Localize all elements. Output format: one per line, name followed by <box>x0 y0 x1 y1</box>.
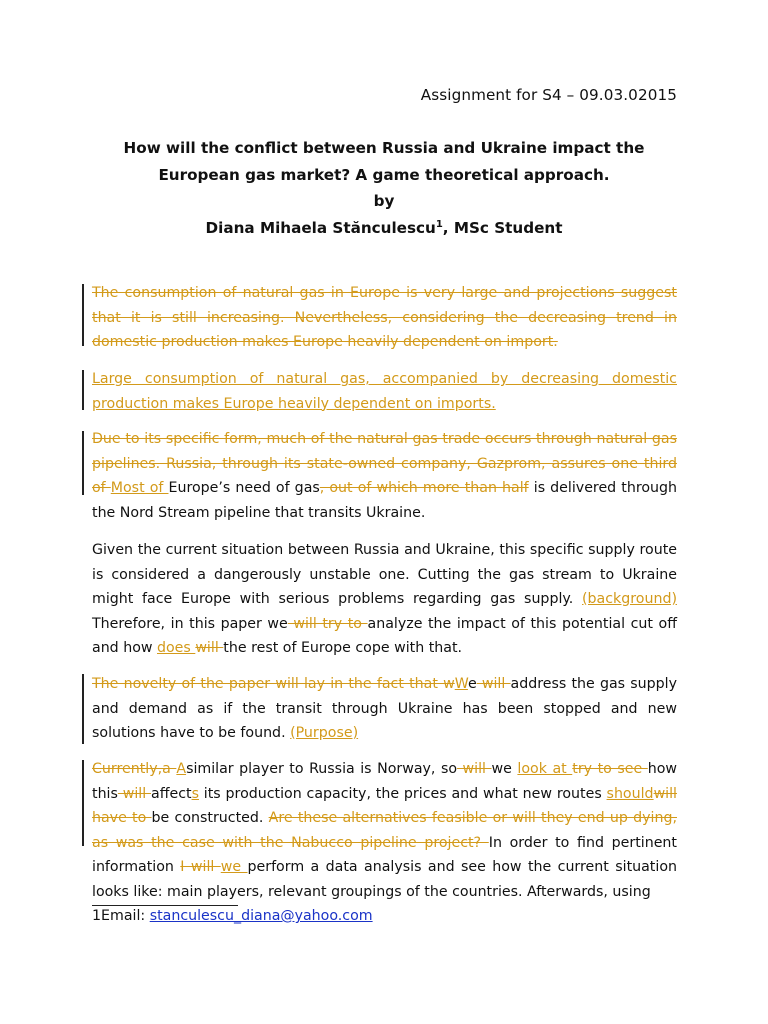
body-text: affect <box>151 785 192 802</box>
change-bar <box>82 370 84 410</box>
change-bar <box>82 431 84 495</box>
inserted-text: we <box>220 859 248 875</box>
deleted-text: Are these alternatives feasible or will they end up dying, as was the case with the Nabucco pipeline project? <box>92 810 677 851</box>
body-text: Europe’s need of gas <box>168 480 320 496</box>
inserted-text: look at <box>517 761 573 777</box>
inserted-text: does <box>157 640 196 656</box>
footnote <box>92 908 373 924</box>
inserted-text: W <box>454 676 468 692</box>
deleted-text: The novelty of the paper will lay in the fact that w <box>92 676 455 692</box>
inserted-text: Most of <box>110 480 169 496</box>
body-text: e <box>467 676 477 692</box>
assignment-header: Assignment for S4 – 09.03.02015 <box>420 86 677 104</box>
body-text: how this <box>92 761 678 802</box>
body-text: its production capacity, the prices and what new routes <box>198 785 607 802</box>
deleted-text: Due to its specific form, much of the natural gas trade occurs through natural gas pipelines. Russia, through its state-owned company, Gazprom, assures one third of <box>92 431 677 496</box>
deleted-text: will <box>457 761 492 777</box>
deleted-text: will <box>117 785 151 802</box>
body-text: analyze the impact of this potential cut off and how <box>92 615 677 656</box>
paragraph-3 <box>92 427 677 525</box>
author-role: , MSc Student <box>442 219 563 238</box>
body-text: In order to find pertinent information <box>92 834 677 875</box>
deleted-text: will <box>195 640 224 656</box>
paragraph-6 <box>92 757 677 904</box>
body-text: Therefore, in this paper we <box>92 615 288 632</box>
paper-title-line-1: How will the conflict between Russia and Ukraine impact the <box>123 139 645 157</box>
body-text: perform a data analysis and see how the current situation looks like: main players, relevant groupings of the countries. Afterwards, using <box>92 859 677 900</box>
body-text: address the gas supply and demand as if the transit through Ukraine has been stopped and new solutions have to be found. <box>92 676 677 741</box>
inserted-text: should <box>606 785 654 802</box>
deleted-text: will try to <box>287 615 368 632</box>
body-text: similar player to Russia is Norway, so <box>186 761 458 777</box>
paper-title-line-2: European gas market? A game theoretical approach. <box>158 166 610 184</box>
inserted-text: (background) <box>582 591 677 607</box>
footnote-number: 1 <box>92 908 102 924</box>
paper-by: by <box>373 192 395 210</box>
deleted-text: , out of which more than half <box>319 480 529 496</box>
deleted-text: will <box>476 676 511 692</box>
body-text: the rest of Europe cope with that. <box>223 640 463 656</box>
deleted-text: Currently,a <box>92 761 177 777</box>
email-link[interactable]: stanculescu_diana@yahoo.com <box>149 908 373 924</box>
inserted-text: A <box>176 761 187 777</box>
paragraph-5 <box>92 672 677 746</box>
deleted-text: will have to <box>92 785 677 826</box>
body-text: Given the current situation between Russia and Ukraine, this specific supply route is considered a dangerously unstable one. Cutting the gas stream to Ukraine might face Europe with serious problems regarding gas supply. <box>92 542 677 607</box>
footnote-label: Email: <box>101 908 150 924</box>
body-text: is delivered through the Nord Stream pipeline that transits Ukraine. <box>92 480 678 521</box>
change-bar <box>82 284 84 346</box>
deleted-text: The consumption of natural gas in Europe is very large and projections suggest that it is still increasing. Nevertheless, considering the decreasing trend in domestic production makes Europe heavily dependent on import. <box>92 285 677 350</box>
inserted-text: Large consumption of natural gas, accompanied by decreasing domestic production makes Europe heavily dependent on imports. <box>92 371 677 412</box>
body-text: be constructed. <box>151 810 269 826</box>
author-line <box>0 219 768 237</box>
body-text: we <box>491 761 518 777</box>
footnote-separator <box>92 905 238 906</box>
inserted-text: (Purpose) <box>290 725 359 741</box>
author-name: Diana Mihaela Stănculescu <box>205 219 436 238</box>
change-bar <box>82 674 84 744</box>
paragraph-2 <box>92 367 677 416</box>
inserted-text: s <box>191 785 199 802</box>
change-bar <box>82 760 84 846</box>
author-footnote-mark: 1 <box>435 219 443 230</box>
paragraph-4 <box>92 538 677 661</box>
paragraph-1 <box>92 281 677 355</box>
deleted-text: I will <box>180 859 221 875</box>
deleted-text: try to see <box>572 761 648 777</box>
